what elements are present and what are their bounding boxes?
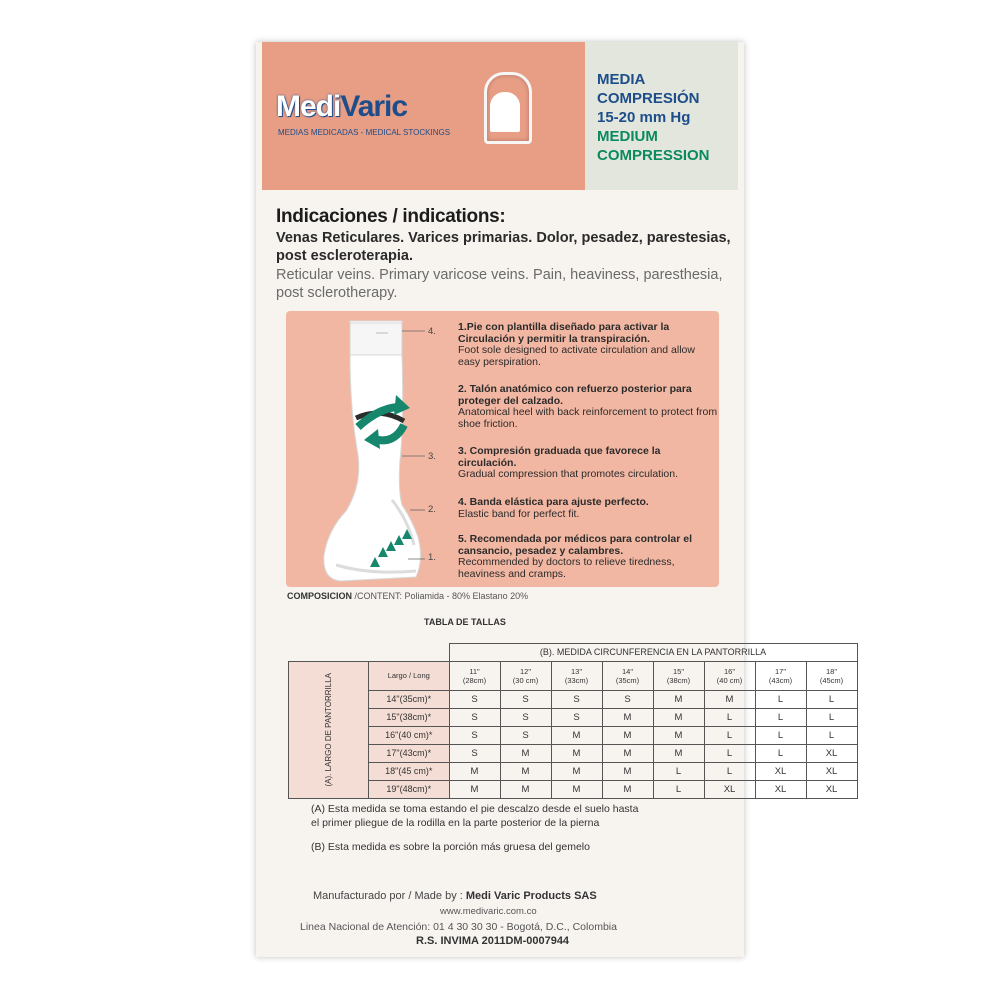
indications-title: Indicaciones / indications:: [276, 206, 506, 227]
size-table-col-3: [551, 661, 602, 690]
col-3-cm: (33cm): [564, 675, 589, 685]
col-8-in: 18": [825, 666, 837, 676]
row-label: 19"(48cm)*: [369, 780, 450, 798]
size-cell: L: [755, 726, 806, 744]
size-cell: L: [806, 726, 857, 744]
size-table-col-2: [500, 661, 551, 690]
col-7-cm: (43cm): [768, 675, 793, 685]
size-table-col-6: [704, 661, 755, 690]
website-link[interactable]: www.medivaric.com.co: [440, 906, 537, 917]
size-cell: M: [602, 780, 653, 798]
col-4-in: 14": [621, 666, 633, 676]
size-cell: L: [653, 780, 704, 798]
note-a-line-1: (A) Esta medida se toma estando el pie descalzo desde el suelo hasta: [311, 803, 639, 815]
size-cell: XL: [755, 762, 806, 780]
compression-line-3: 15-20 mm Hg: [597, 109, 691, 126]
brand-tagline: MEDIAS MEDICADAS - MEDICAL STOCKINGS: [278, 128, 451, 137]
size-cell: XL: [806, 762, 857, 780]
size-table-col-7: [755, 661, 806, 690]
size-cell: M: [602, 762, 653, 780]
feature-4-en: Elastic band for perfect fit.: [458, 507, 580, 520]
size-cell: L: [755, 708, 806, 726]
brand-logo-medi: Medi: [276, 90, 341, 123]
row-label: 15"(38cm)*: [369, 708, 450, 726]
feature-3-en: Gradual compression that promotes circulation.: [458, 468, 679, 480]
col-7-in: 17": [774, 666, 786, 676]
feature-4: [458, 497, 720, 520]
diagram-number-1: 1.: [428, 552, 436, 563]
composition-label: COMPOSICION: [287, 591, 353, 601]
row-label: 17"(43cm)*: [369, 744, 450, 762]
col-5-cm: (38cm): [666, 675, 691, 685]
size-cell: M: [500, 780, 551, 798]
size-table: [288, 643, 858, 799]
feature-5: [458, 534, 720, 580]
size-cell: XL: [755, 780, 806, 798]
manufacturer-line: [313, 890, 597, 902]
diagram-number-4: 4.: [428, 326, 436, 337]
feature-1: [458, 322, 720, 368]
manufacturer-label: Manufacturado por / Made by :: [313, 890, 466, 902]
size-cell: S: [500, 690, 551, 708]
feature-2: [458, 384, 720, 430]
size-cell: M: [653, 690, 704, 708]
size-cell: S: [500, 708, 551, 726]
col-1-in: 11": [469, 666, 480, 676]
size-cell: M: [551, 726, 602, 744]
table-row: [289, 708, 858, 726]
size-cell: M: [602, 744, 653, 762]
size-cell: M: [500, 762, 551, 780]
size-table-col-1: [449, 661, 500, 690]
size-cell: L: [653, 762, 704, 780]
feature-2-es: 2. Talón anatómico con refuerzo posterior para proteger del calzado.: [458, 383, 692, 407]
size-table-col-8: [806, 661, 857, 690]
compression-line-4: MEDIUM: [597, 128, 658, 145]
composition-text: /CONTENT: Poliamida - 80% Elastano 20%: [352, 591, 529, 601]
feature-3: [458, 446, 720, 481]
diagram-number-3: 3.: [428, 451, 436, 462]
feature-4-es: 4. Banda elástica para ajuste perfecto.: [458, 496, 649, 508]
size-cell: S: [449, 744, 500, 762]
composition-line: [287, 591, 528, 601]
size-cell: S: [551, 708, 602, 726]
manufacturer-company: Medi Varic Products SAS: [465, 890, 597, 902]
col-8-cm: (45cm): [819, 675, 844, 685]
feature-3-es: 3. Compresión graduada que favorece la circulación.: [458, 445, 661, 469]
size-cell: L: [704, 744, 755, 762]
indications-english: Reticular veins. Primary varicose veins. Pain, heaviness, paresthesia, post sclerotherapy.: [276, 267, 723, 301]
compression-line-1: MEDIA: [597, 71, 646, 88]
size-cell: M: [449, 780, 500, 798]
size-cell: L: [704, 726, 755, 744]
size-cell: XL: [704, 780, 755, 798]
size-cell: M: [551, 780, 602, 798]
size-table-col-5: [653, 661, 704, 690]
size-cell: S: [449, 690, 500, 708]
size-cell: S: [551, 690, 602, 708]
table-row: [289, 744, 858, 762]
size-table-blank: [369, 644, 450, 662]
compression-label: [597, 70, 710, 165]
col-4-cm: (35cm): [615, 675, 640, 685]
size-cell: XL: [806, 744, 857, 762]
compression-line-2: COMPRESIÓN: [597, 90, 700, 107]
note-a-line-2: el primer pliegue de la rodilla en la parte posterior de la pierna: [311, 817, 600, 829]
size-cell: M: [653, 708, 704, 726]
size-cell: M: [704, 690, 755, 708]
size-cell: S: [500, 726, 551, 744]
size-cell: S: [449, 708, 500, 726]
row-label: 16"(40 cm)*: [369, 726, 450, 744]
size-table-blank: [289, 644, 369, 662]
size-cell: XL: [806, 780, 857, 798]
size-cell: M: [602, 708, 653, 726]
feature-2-en: Anatomical heel with back reinforcement to protect from shoe friction.: [458, 406, 718, 430]
size-cell: M: [653, 744, 704, 762]
size-table-col-4: [602, 661, 653, 690]
col-2-cm: (30 cm): [512, 675, 539, 685]
invima-registration: R.S. INVIMA 2011DM-0007944: [416, 935, 570, 947]
col-2-in: 12": [519, 666, 531, 676]
size-cell: M: [653, 726, 704, 744]
size-cell: M: [500, 744, 551, 762]
size-table-header-a: [289, 661, 369, 798]
feature-5-es: 5. Recomendada por médicos para controlar el cansancio, pesadez y calambres.: [458, 533, 692, 557]
note-b: (B) Esta medida es sobre la porción más gruesa del gemelo: [311, 841, 590, 853]
col-6-in: 16": [723, 666, 735, 676]
col-5-in: 15": [672, 666, 684, 676]
table-row: [289, 762, 858, 780]
size-cell: L: [704, 708, 755, 726]
helpline: Linea Nacional de Atención: 01 4 30 30 30 - Bogotá, D.C., Colombia: [300, 921, 617, 933]
size-cell: L: [704, 762, 755, 780]
size-table-header-a-text: (A). LARGO DE PANTORRILLA: [324, 672, 333, 787]
brand-logo: [276, 90, 407, 124]
indications-spanish: Venas Reticulares. Varices primarias. Dolor, pesadez, parestesias, post escleroterapia.: [276, 230, 731, 264]
size-cell: M: [551, 744, 602, 762]
brand-logo-varic: Varic: [340, 90, 408, 123]
size-cell: L: [755, 744, 806, 762]
size-cell: M: [551, 762, 602, 780]
size-table-title: TABLA DE TALLAS: [424, 617, 506, 627]
table-row: [289, 780, 858, 798]
size-table-header-b: (B). MEDIDA CIRCUNFERENCIA EN LA PANTORRILLA: [449, 644, 857, 662]
hanger-hole: [490, 92, 520, 132]
feature-5-en: Recommended by doctors to relieve tiredness, heaviness and cramps.: [458, 556, 675, 580]
feature-1-en: Foot sole designed to activate circulation and allow easy perspiration.: [458, 344, 695, 368]
size-cell: L: [755, 690, 806, 708]
size-cell: M: [602, 726, 653, 744]
size-cell: L: [806, 708, 857, 726]
row-label: 18"(45 cm)*: [369, 762, 450, 780]
diagram-number-2: 2.: [428, 504, 436, 515]
note-a: [311, 802, 638, 830]
col-6-cm: (40 cm): [716, 675, 743, 685]
feature-1-es: 1.Pie con plantilla diseñado para activar la Circulación y permitir la transpiración.: [458, 321, 670, 345]
size-cell: L: [806, 690, 857, 708]
size-table-corner: Largo / Long: [369, 661, 450, 690]
size-cell: S: [602, 690, 653, 708]
table-row: [289, 690, 858, 708]
row-label: 14"(35cm)*: [369, 690, 450, 708]
size-cell: M: [449, 762, 500, 780]
col-3-in: 13": [570, 666, 582, 676]
size-cell: S: [449, 726, 500, 744]
compression-line-5: COMPRESSION: [597, 147, 710, 164]
col-1-cm: (28cm): [462, 675, 487, 685]
table-row: [289, 726, 858, 744]
